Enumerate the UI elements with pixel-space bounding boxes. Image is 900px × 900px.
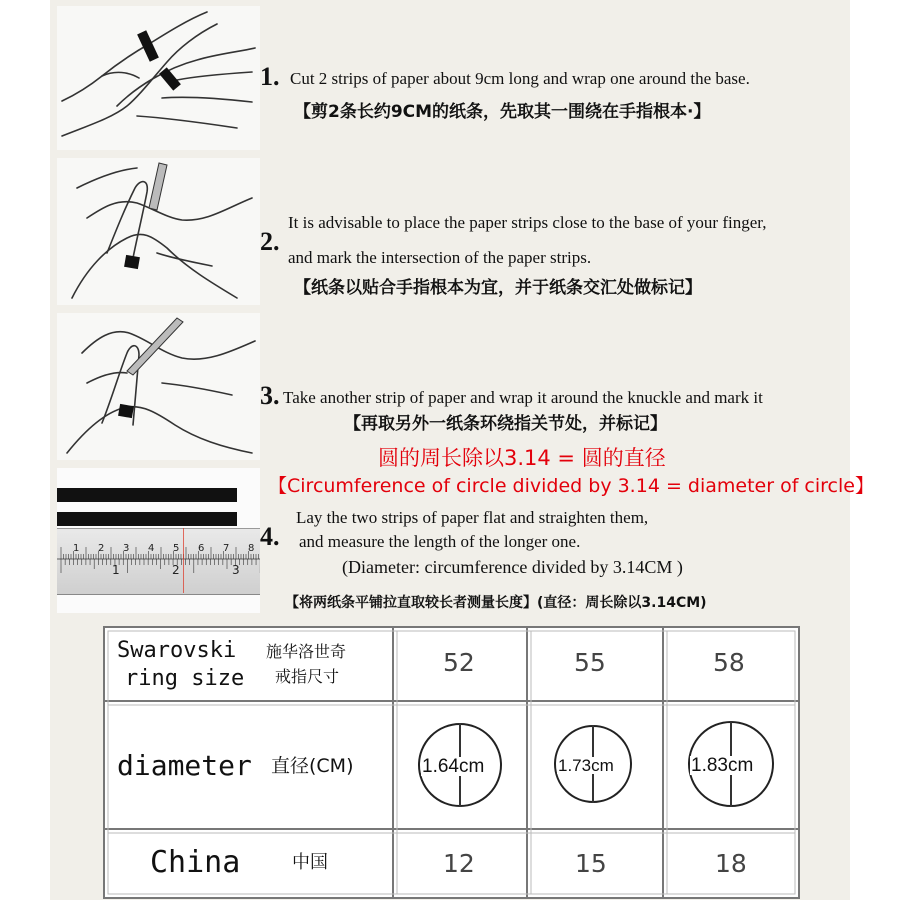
mark-strip-drawing <box>57 158 260 305</box>
step-4-chinese: 【将两纸条平铺拉直取较长者测量长度】(直径：周长除以3.14CM) <box>285 595 707 611</box>
knuckle-illustration <box>57 313 260 460</box>
ruler-label: 6 <box>198 543 205 554</box>
paper-strip-short <box>57 512 237 526</box>
row-size-label-en-2: ring size <box>125 666 245 691</box>
ruler <box>57 528 260 595</box>
step-2-number: 2. <box>260 227 280 256</box>
ruler-illustration <box>57 468 260 613</box>
ruler-label: 1 <box>73 543 80 554</box>
china-size-18: 18 <box>715 849 747 878</box>
size-value-52: 52 <box>443 648 475 677</box>
size-value-55: 55 <box>574 648 606 677</box>
row-size-label-cn-2: 戒指尺寸 <box>275 667 340 686</box>
ruler-label: 2 <box>98 543 105 554</box>
china-size-15: 15 <box>575 849 607 878</box>
step-2-text-line1: It is advisable to place the paper strips close to the base of your finger, <box>288 213 767 232</box>
step-1-text: Cut 2 strips of paper about 9cm long and wrap one around the base. <box>290 69 750 88</box>
step-2-text-line2: and mark the intersection of the paper strips. <box>288 248 592 267</box>
step-1-number: 1. <box>260 62 280 91</box>
step-4-number: 4. <box>260 522 280 551</box>
step-4-text-line3: (Diameter: circumference divided by 3.14CM ) <box>342 557 683 577</box>
step-3-number: 3. <box>260 381 280 410</box>
step-2-chinese: 【纸条以贴合手指根本为宜，并于纸条交汇处做标记】 <box>294 278 702 298</box>
diameter-value-3: 1.83cm <box>691 755 754 776</box>
measure-mark <box>183 528 184 593</box>
paper-strip-long <box>57 488 237 502</box>
formula-english: 【Circumference of circle divided by 3.14 = diameter of circle】 <box>268 475 874 497</box>
row-china-label-en: China <box>150 845 241 880</box>
ruler-top-scale <box>57 533 260 559</box>
ruler-label: 7 <box>223 543 230 554</box>
row-size-label-cn-1: 施华洛世奇 <box>266 642 347 661</box>
ruler-label: 8 <box>248 543 255 554</box>
size-value-58: 58 <box>713 648 745 677</box>
diameter-value-2: 1.73cm <box>558 756 614 775</box>
ruler-label: 5 <box>173 543 180 554</box>
ruler-label: 3 <box>232 563 240 577</box>
step-3-chinese: 【再取另外一纸条环绕指关节处，并标记】 <box>344 414 667 434</box>
knuckle-drawing <box>57 313 260 460</box>
step-4-text-line1: Lay the two strips of paper flat and straighten them, <box>296 508 649 527</box>
ruler-label: 3 <box>123 543 130 554</box>
diameter-value-1: 1.64cm <box>422 756 485 777</box>
ruler-label: 1 <box>112 563 120 577</box>
row-diameter-label-en: diameter <box>117 749 252 782</box>
step-4-text-line2: and measure the length of the longer one. <box>299 532 581 551</box>
ruler-label: 4 <box>148 543 155 554</box>
row-size-label-en-1: Swarovski <box>117 638 237 663</box>
step-1-chinese: 【剪2条长约9CM的纸条，先取其一围绕在手指根本·】 <box>294 102 711 122</box>
formula-chinese: 圆的周长除以3.14 = 圆的直径 <box>378 446 666 470</box>
mark-strip-illustration <box>57 158 260 305</box>
row-china-label-cn: 中国 <box>292 852 328 873</box>
hand-wrap-illustration <box>57 6 260 150</box>
ruler-label: 2 <box>172 563 180 577</box>
china-size-12: 12 <box>443 849 475 878</box>
step-3-text: Take another strip of paper and wrap it around the knuckle and mark it <box>283 388 763 407</box>
ring-size-table <box>103 626 800 899</box>
hand-wrap-drawing <box>57 6 260 150</box>
row-diameter-label-cn: 直径(CM) <box>271 755 354 777</box>
